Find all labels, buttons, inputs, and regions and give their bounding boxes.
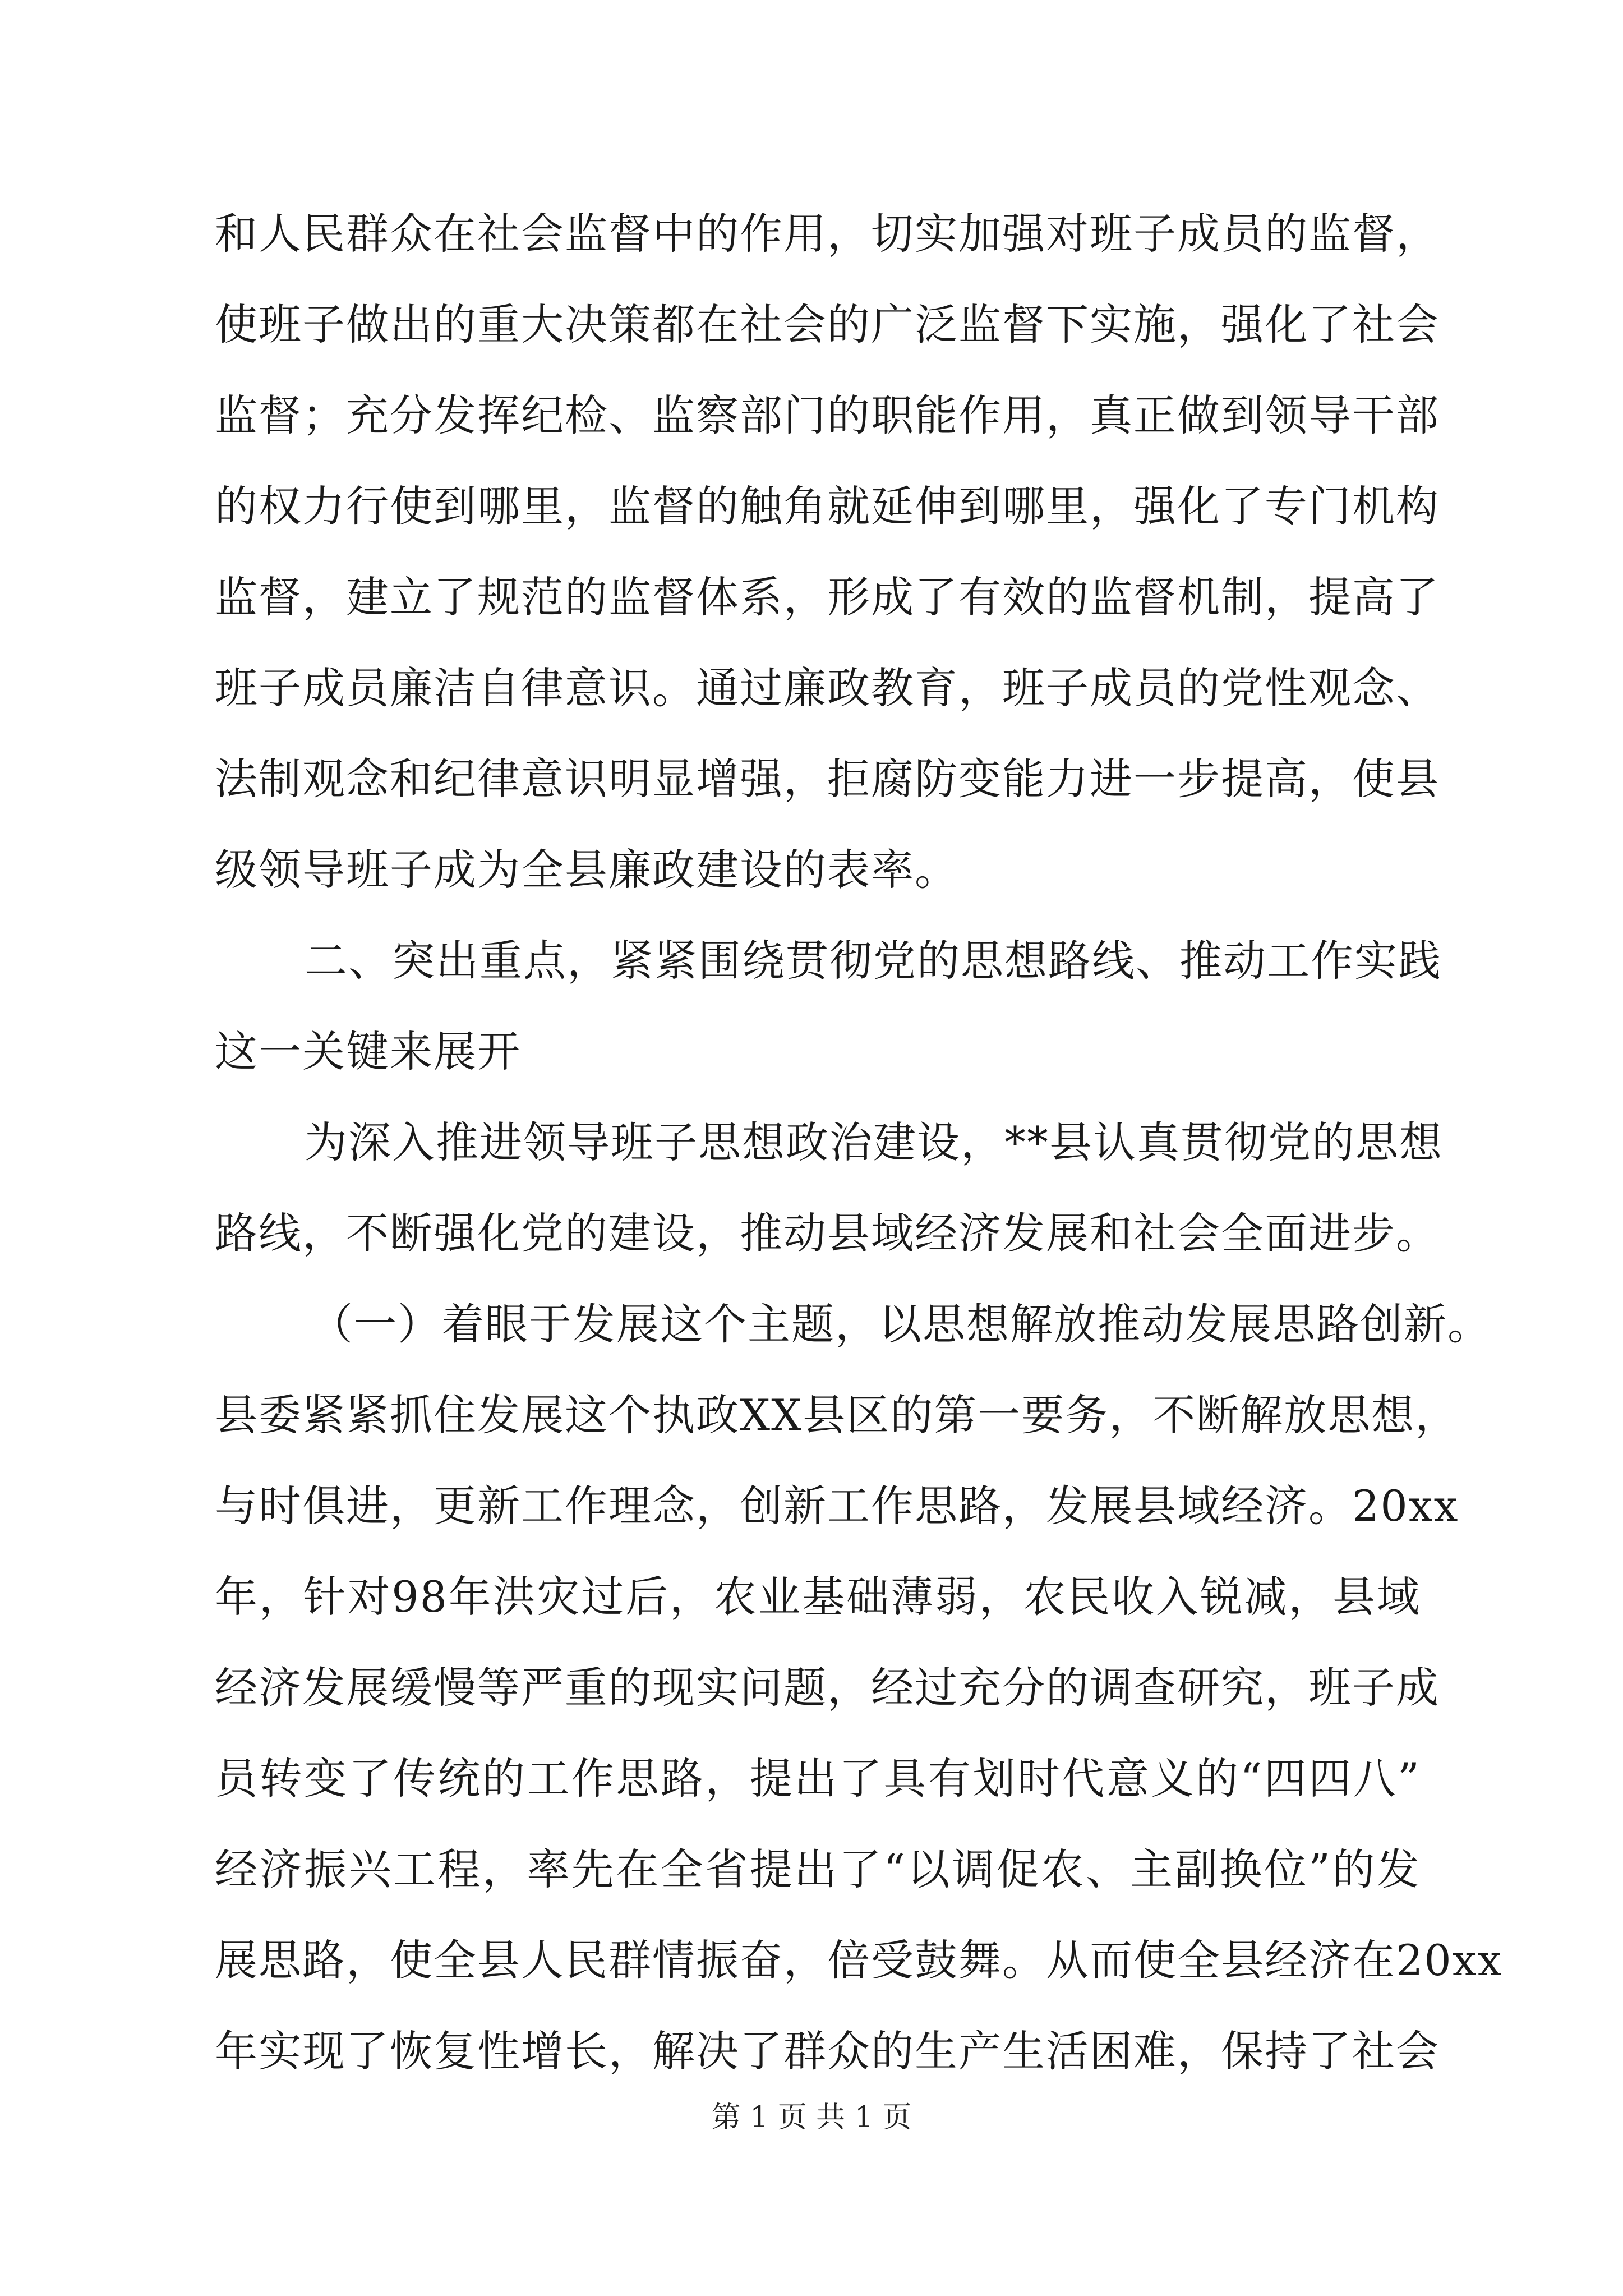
text-line: 经济发展缓慢等严重的现实问题，经过充分的调查研究，班子成 (215, 1663, 1440, 1713)
text-line: 员转变了传统的工作思路，提出了具有划时代意义的“四四八” (215, 1754, 1421, 1803)
text-line: 路线，不断强化党的建设，推动县域经济发展和社会全面进步。 (215, 1208, 1440, 1258)
subsection-heading-line: （一）着眼于发展这个主题，以思想解放推动发展思路创新。 (310, 1299, 1491, 1349)
text-line: 使班子做出的重大决策都在社会的广泛监督下实施，强化了社会 (215, 300, 1440, 349)
text-line: 监督，建立了规范的监督体系，形成了有效的监督机制，提高了 (215, 572, 1440, 622)
text-line: 经济振兴工程，率先在全省提出了“以调促农、主副换位”的发 (215, 1844, 1421, 1894)
page-footer (0, 2098, 1623, 2137)
page-number-label: 第 1 页 共 1 页 (711, 2101, 912, 2134)
text-line: 年，针对98年洪灾过后，农业基础薄弱，农民收入锐减，县域 (215, 1572, 1421, 1622)
text-line: 班子成员廉洁自律意识。通过廉政教育，班子成员的党性观念、 (215, 663, 1440, 713)
text-line: 县委紧紧抓住发展这个执政XX县区的第一要务，不断解放思想， (215, 1390, 1459, 1440)
text-line: 年实现了恢复性增长，解决了群众的生产生活困难，保持了社会 (215, 2026, 1440, 2076)
section-heading-line: 这一关键来展开 (215, 1027, 521, 1076)
text-line: 监督；充分发挥纪检、监察部门的职能作用，真正做到领导干部 (215, 390, 1440, 440)
text-line: 法制观念和纪律意识明显增强，拒腐防变能力进一步提高，使县 (215, 754, 1440, 804)
text-line: 与时俱进，更新工作理念，创新工作思路，发展县域经济。20xx (215, 1481, 1459, 1531)
text-line: 和人民群众在社会监督中的作用，切实加强对班子成员的监督， (215, 209, 1440, 259)
text-line: 为深入推进领导班子思想政治建设，**县认真贯彻党的思想 (305, 1117, 1443, 1167)
document-body (215, 188, 1503, 2097)
text-line: 展思路，使全县人民群情振奋，倍受鼓舞。从而使全县经济在20xx (215, 1935, 1503, 1985)
text-line: 的权力行使到哪里，监督的触角就延伸到哪里，强化了专门机构 (215, 481, 1440, 531)
text-line: 级领导班子成为全县廉政建设的表率。 (215, 845, 958, 895)
section-heading-line: 二、突出重点，紧紧围绕贯彻党的思想路线、推动工作实践 (305, 936, 1442, 986)
